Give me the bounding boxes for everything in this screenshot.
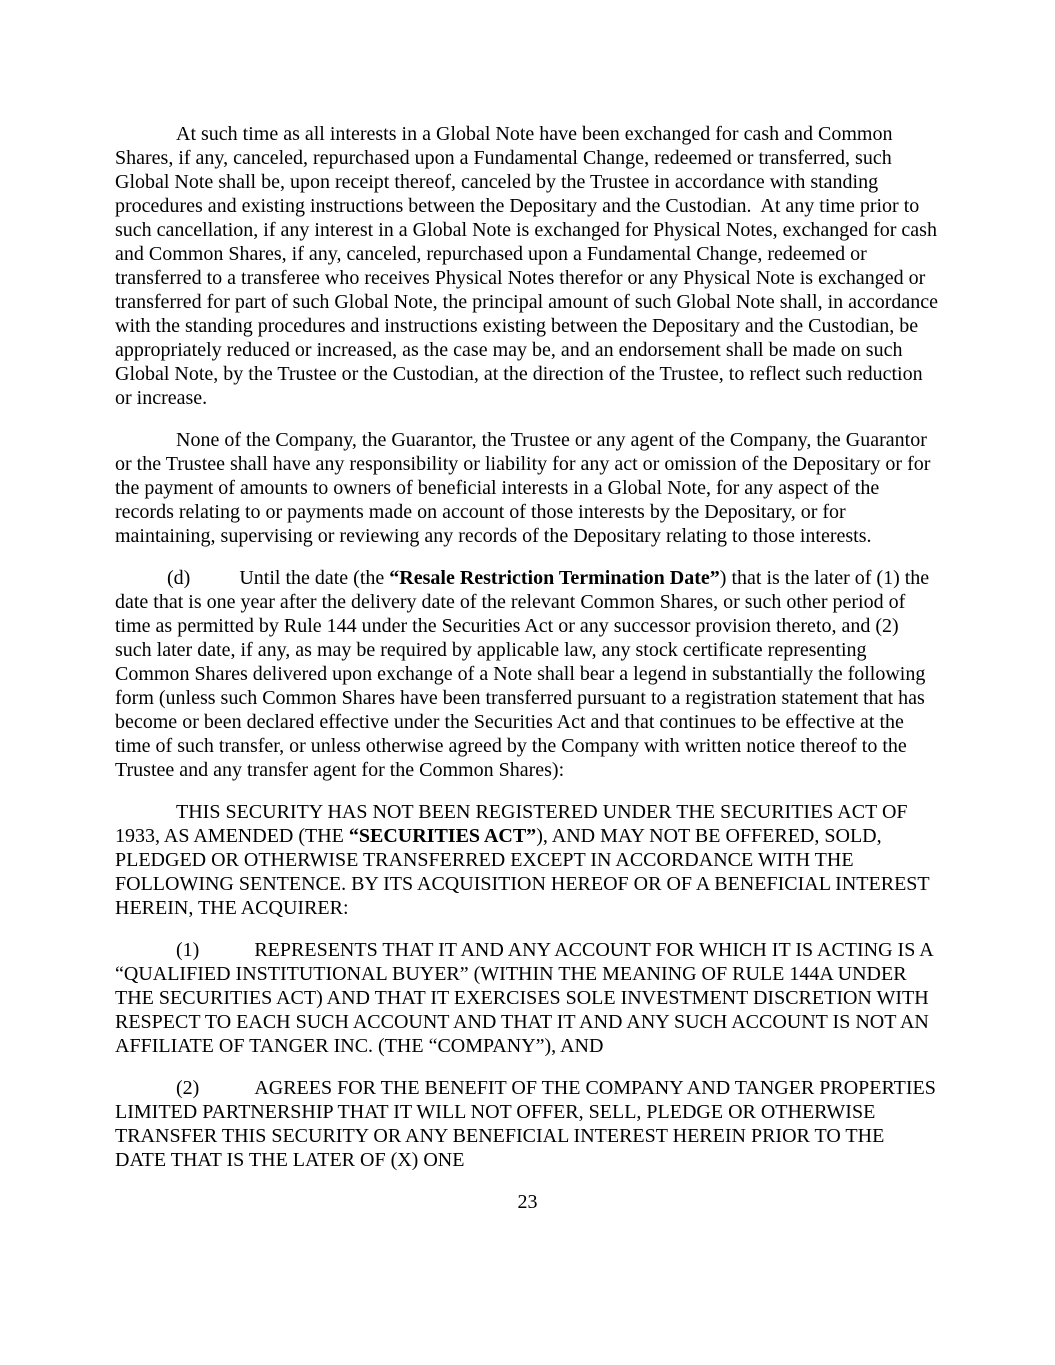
paragraph-depositary-liability: None of the Company, the Guarantor, the Trustee or any agent of the Company, the Guarantor or the Trustee shall have any responsibility or liability for any act or omission of the Depositary or for the payment of amounts to owners of beneficial interests in a Global Note, for any aspect of the records relating to or payments made on account of those interests by the Depositary, or for maintaining, supervising or reviewing any records of the Depositary relating to those interests. xyxy=(115,429,936,547)
page-number: 23 xyxy=(517,1191,538,1213)
paragraph-clause-d xyxy=(115,566,940,782)
paragraph-legend-clause-2 xyxy=(115,1076,940,1172)
clause-d-text: Until the date (the “Resale Restriction Termination Date”) that is the later of (1) the date that is one year after the delivery date of the relevant Common Shares, or such other period of time as permitted by Rule 144 under the Securities Act or any successor provision thereto, and (2) such later date, if any, as may be required by applicable law, any stock certificate representing Common Shares delivered upon exchange of a Note shall bear a legend in substantially the following form (unless such Common Shares have been transferred pursuant to a registration statement that has become or been declared effective under the Securities Act and that continues to be effective at the time of such transfer, or unless otherwise agreed by the Company with written notice thereof to the Trustee and any transfer agent for the Common Shares): xyxy=(115,567,935,781)
paragraph-legend-clause-1 xyxy=(115,938,940,1058)
clause-1-text: REPRESENTS THAT IT AND ANY ACCOUNT FOR WHICH IT IS ACTING IS A “QUALIFIED INSTITUTIONAL BUYER” (WITHIN THE MEANING OF RULE 144A UNDER THE SECURITIES ACT) AND THAT IT EXERCISES SOLE INVESTMENT DISCRETION WITH RESPECT TO EACH SUCH ACCOUNT AND THAT IT AND ANY SUCH ACCOUNT IS NOT AN AFFILIATE OF TANGER INC. (THE “COMPANY”), AND xyxy=(115,939,938,1057)
clause-1-label: (1) xyxy=(176,939,200,961)
paragraph-global-note-cancellation: At such time as all interests in a Global Note have been exchanged for cash and Common Shares, if any, canceled, repurchased upon a Fundamental Change, redeemed or transferred, such Global Note shall be, upon receipt thereof, canceled by the Trustee in accordance with standing procedures and existing instructions between the Depositary and the Custodian. At any time prior to such cancellation, if any interest in a Global Note is exchanged for Physical Notes, exchanged for cash and Common Shares, if any, canceled, repurchased upon a Fundamental Change, redeemed or transferred to a transferee who receives Physical Notes therefor or any Physical Note is exchanged or transferred for part of such Global Note, the principal amount of such Global Note shall, in accordance with the standing procedures and instructions existing between the Depositary and the Custodian, be appropriately reduced or increased, as the case may be, and an endorsement shall be made on such Global Note, by the Trustee or the Custodian, at the direction of the Trustee, to reflect such reduction or increase. xyxy=(115,123,944,409)
clause-2-text: AGREES FOR THE BENEFIT OF THE COMPANY AND TANGER PROPERTIES LIMITED PARTNERSHIP THAT IT WILL NOT OFFER, SELL, PLEDGE OR OTHERWISE TRANSFER THIS SECURITY OR ANY BENEFICIAL INTEREST HEREIN PRIOR TO THE DATE THAT IS THE LATER OF (X) ONE xyxy=(115,1077,941,1171)
clause-d-label: (d) xyxy=(167,567,191,589)
clause-2-label: (2) xyxy=(176,1077,200,1099)
paragraph-securities-act-legend: THIS SECURITY HAS NOT BEEN REGISTERED UNDER THE SECURITIES ACT OF 1933, AS AMENDED (THE “SECURITIES ACT”), AND MAY NOT BE OFFERED, SOLD, PLEDGED OR OTHERWISE TRANSFERRED EXCEPT IN ACCORDANCE WITH THE FOLLOWING SENTENCE. BY ITS ACQUISITION HEREOF OR OF A BENEFICIAL INTEREST HEREIN, THE ACQUIRER: xyxy=(115,801,935,919)
